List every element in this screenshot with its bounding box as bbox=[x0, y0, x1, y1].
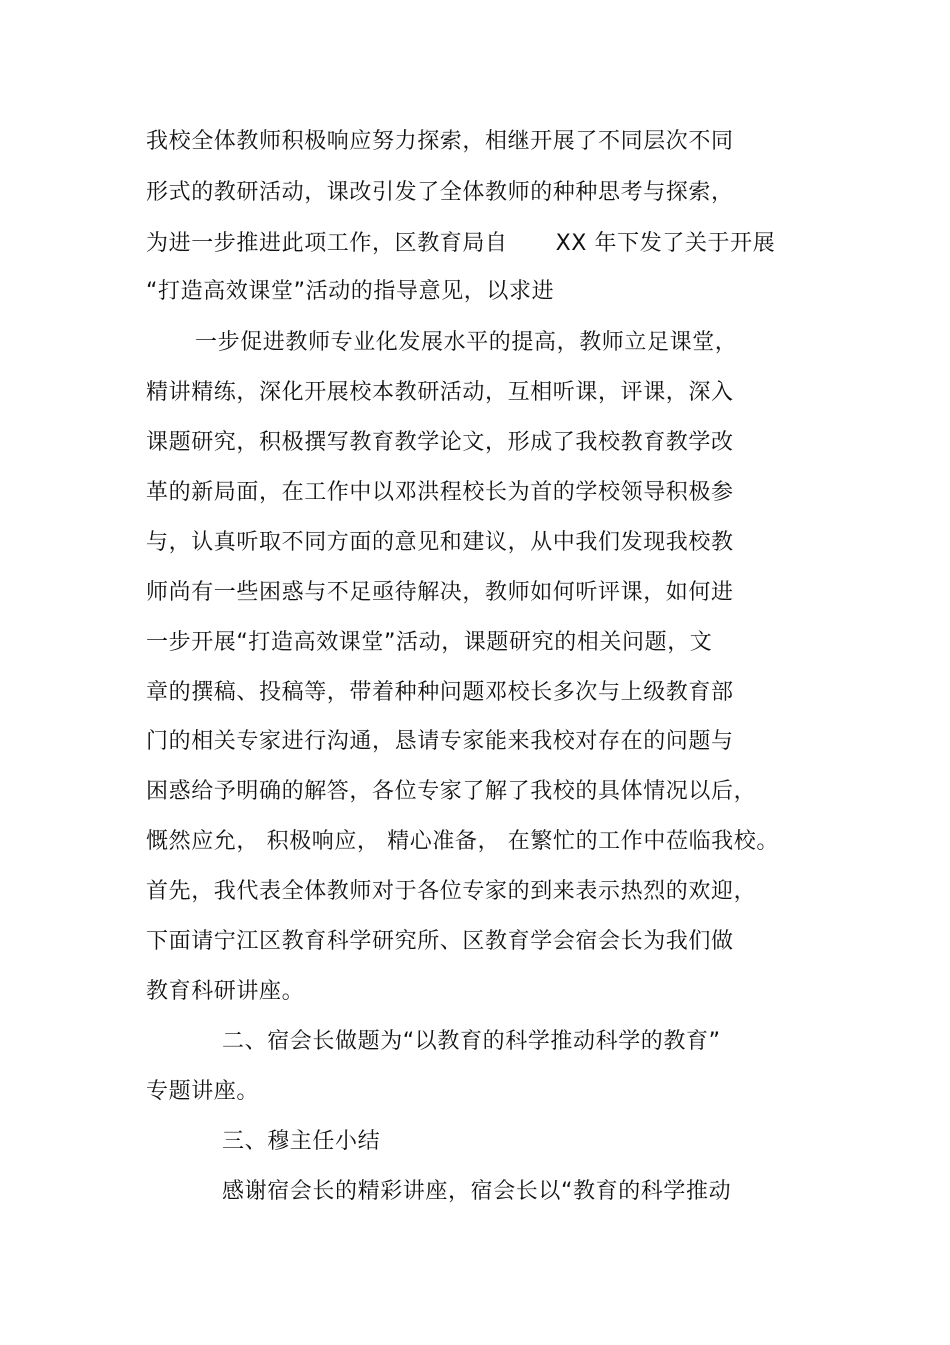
text-line: 师尚有一些困惑与不足亟待解决，教师如何听评课，如何进 bbox=[146, 580, 734, 605]
text-line: 困惑给予明确的解答，各位专家了解了我校的具体情况以后， bbox=[146, 779, 757, 804]
text-line: 慨然应允， 积极响应， 精心准备， 在繁忙的工作中莅临我校。 bbox=[146, 829, 779, 854]
text-line: 与，认真听取不同方面的意见和建议，从中我们发现我校教 bbox=[146, 530, 734, 555]
text-line bbox=[146, 229, 775, 259]
text-segment: XX 年下发了关于开展 bbox=[555, 231, 776, 256]
section-heading: 二、宿会长做题为“以教育的科学推动科学的教育” bbox=[222, 1029, 721, 1054]
text-line: “打造高效课堂”活动的指导意见，以求进 bbox=[146, 279, 555, 304]
text-line: 教育科研讲座。 bbox=[146, 979, 305, 1004]
text-line: 章的撰稿、投稿等，带着种种问题邓校长多次与上级教育部 bbox=[146, 680, 734, 705]
section-heading: 三、穆主任小结 bbox=[222, 1129, 381, 1154]
text-line: 一步促进教师专业化发展水平的提高，教师立足课堂， bbox=[195, 330, 738, 355]
text-segment: 为进一步推进此项工作，区教育局自 bbox=[146, 231, 508, 256]
text-line: 我校全体教师积极响应努力探索，相继开展了不同层次不同 bbox=[146, 129, 734, 154]
text-line: 感谢宿会长的精彩讲座，宿会长以“教育的科学推动 bbox=[222, 1179, 732, 1204]
text-line: 专题讲座。 bbox=[146, 1079, 260, 1104]
text-line: 课题研究，积极撰写教育教学论文，形成了我校教育教学改 bbox=[146, 430, 734, 455]
text-line: 形式的教研活动，课改引发了全体教师的种种思考与探索， bbox=[146, 180, 734, 205]
text-line: 一步开展“打造高效课堂”活动，课题研究的相关问题，文 bbox=[146, 630, 713, 655]
text-line: 革的新局面，在工作中以邓洪程校长为首的学校领导积极参 bbox=[146, 480, 734, 505]
text-line: 下面请宁江区教育科学研究所、区教育学会宿会长为我们做 bbox=[146, 929, 734, 954]
text-line: 精讲精练，深化开展校本教研活动，互相听课，评课，深入 bbox=[146, 380, 734, 405]
text-line: 首先，我代表全体教师对于各位专家的到来表示热烈的欢迎， bbox=[146, 879, 757, 904]
text-line: 门的相关专家进行沟通，恳请专家能来我校对存在的问题与 bbox=[146, 729, 734, 754]
